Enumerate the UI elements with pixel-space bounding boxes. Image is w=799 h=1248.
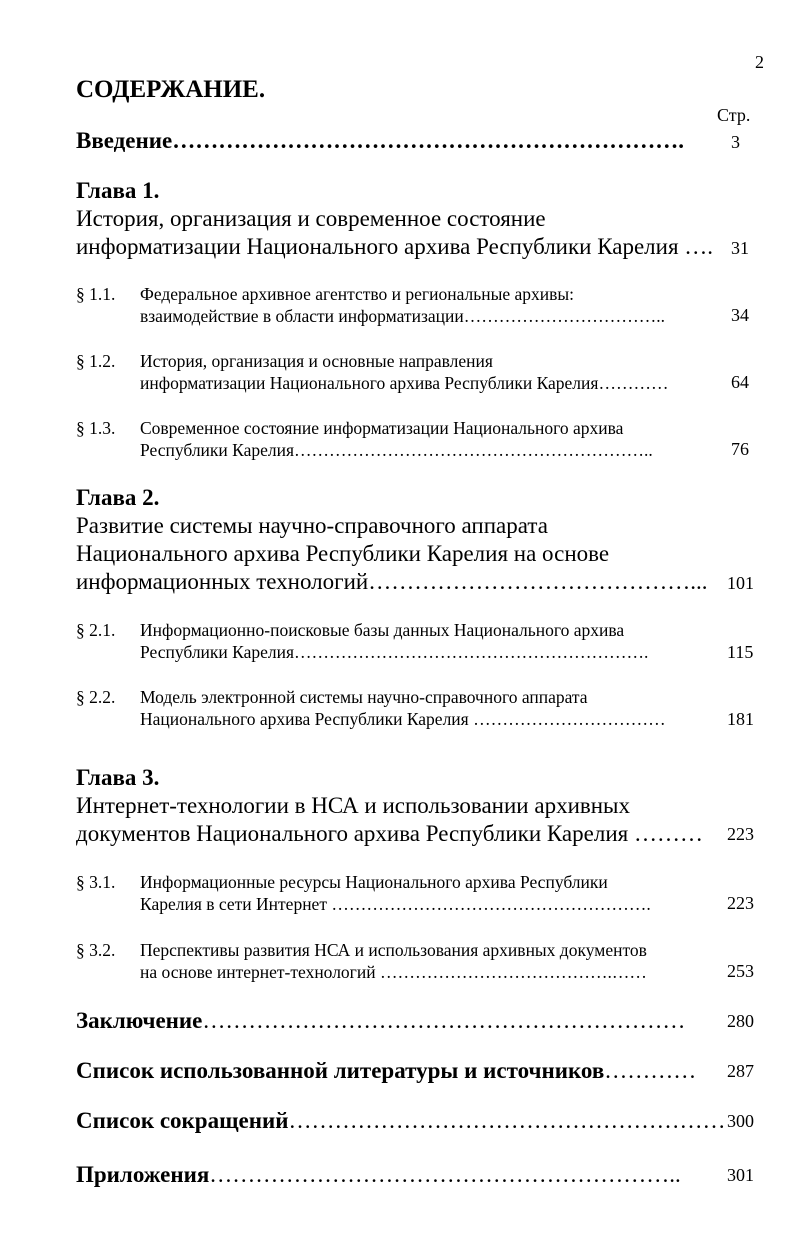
section-1-3-line-1[interactable]: Современное состояние информатизации Национального архива [140, 418, 624, 438]
appendices-label: Приложения [76, 1162, 210, 1187]
section-2-2-page: 181 [727, 709, 754, 729]
chapter-3-title-line-1[interactable]: Интернет-технологии в НСА и использовании архивных [76, 793, 630, 818]
page-title: СОДЕРЖАНИЕ. [76, 76, 266, 103]
chapter-2-title-line-2[interactable]: Национального архива Республики Карелия на основе [76, 541, 610, 566]
bibliography-page: 287 [727, 1061, 754, 1081]
section-1-1-line-1[interactable]: Федеральное архивное агентство и региональные архивы: [140, 284, 574, 304]
section-3-2-number: § 3.2. [76, 940, 116, 960]
abbreviations-label: Список сокращений [76, 1108, 289, 1133]
chapter-2-title-line-1[interactable]: Развитие системы научно-справочного аппарата [76, 513, 548, 538]
chapter-1-heading: Глава 1. [76, 178, 160, 203]
section-3-2-page: 253 [727, 961, 754, 981]
chapter-2-heading: Глава 2. [76, 485, 160, 510]
appendices-page: 301 [727, 1165, 754, 1185]
section-2-1-line-1[interactable]: Информационно-поисковые базы данных Национального архива [140, 620, 625, 640]
section-1-1-page: 34 [731, 305, 749, 325]
intro-dots: …………………………………………………………. [172, 128, 684, 153]
section-2-1-number: § 2.1. [76, 620, 116, 640]
section-1-3-page: 76 [731, 439, 749, 459]
section-3-1-page: 223 [727, 893, 754, 913]
section-3-1-line-2[interactable]: Карелия в сети Интернет ………………………………………………. [140, 894, 651, 914]
chapter-1-title-line-1[interactable]: История, организация и современное состояние [76, 206, 546, 231]
toc-entry-abbreviations[interactable] [76, 1108, 725, 1134]
toc-entry-intro[interactable] [76, 128, 684, 154]
chapter-1-page: 31 [731, 238, 749, 258]
section-1-2-page: 64 [731, 372, 749, 392]
section-3-2-line-1[interactable]: Перспективы развития НСА и использования архивных документов [140, 940, 647, 960]
chapter-1-title-line-2[interactable]: информатизации Национального архива Республики Карелия …. [76, 234, 714, 259]
conclusion-label: Заключение [76, 1008, 203, 1033]
bibliography-dots: ………… [604, 1058, 697, 1083]
section-1-3-line-2[interactable]: Республики Карелия…………………………………………………….. [140, 440, 653, 460]
section-2-2-line-1[interactable]: Модель электронной системы научно-справочного аппарата [140, 687, 588, 707]
intro-page: 3 [731, 132, 740, 152]
page-number: 2 [755, 52, 764, 72]
abbreviations-dots: ………………………………………………… [288, 1108, 726, 1133]
chapter-3-page: 223 [727, 824, 754, 844]
toc-entry-bibliography[interactable] [76, 1058, 696, 1084]
section-1-3-number: § 1.3. [76, 418, 116, 438]
conclusion-page: 280 [727, 1011, 754, 1031]
chapter-3-title-line-2[interactable]: документов Национального архива Республики Карелия ……… [76, 821, 703, 846]
section-1-1-line-2[interactable]: взаимодействие в области информатизации…………………………….. [140, 306, 665, 326]
intro-label: Введение [76, 128, 173, 153]
abbreviations-page: 300 [727, 1111, 754, 1131]
section-1-1-number: § 1.1. [76, 284, 116, 304]
conclusion-dots: ……………………………………………………… [202, 1008, 686, 1033]
section-2-1-page: 115 [727, 642, 754, 662]
section-1-2-number: § 1.2. [76, 351, 116, 371]
chapter-2-page: 101 [727, 573, 754, 593]
section-3-1-number: § 3.1. [76, 872, 116, 892]
bibliography-label: Список использованной литературы и источников [76, 1058, 605, 1083]
chapter-2-title-line-3[interactable]: информационных технологий……………………………………... [76, 569, 708, 594]
section-2-2-number: § 2.2. [76, 687, 116, 707]
section-2-1-line-2[interactable]: Республики Карелия……………………………………………………. [140, 642, 649, 662]
section-3-2-line-2[interactable]: на основе интернет-технологий ………………………………….…… [140, 962, 647, 982]
appendices-dots: …………………………………………………….. [209, 1162, 681, 1187]
section-3-1-line-1[interactable]: Информационные ресурсы Национального архива Республики [140, 872, 608, 892]
pages-column-header: Стр. [717, 105, 751, 125]
chapter-3-heading: Глава 3. [76, 765, 160, 790]
toc-entry-conclusion[interactable] [76, 1008, 685, 1034]
section-1-2-line-2[interactable]: информатизации Национального архива Республики Карелия………… [140, 373, 669, 393]
toc-entry-appendices[interactable] [76, 1162, 681, 1188]
section-2-2-line-2[interactable]: Национального архива Республики Карелия …………………………… [140, 709, 666, 729]
section-1-2-line-1[interactable]: История, организация и основные направления [140, 351, 493, 371]
